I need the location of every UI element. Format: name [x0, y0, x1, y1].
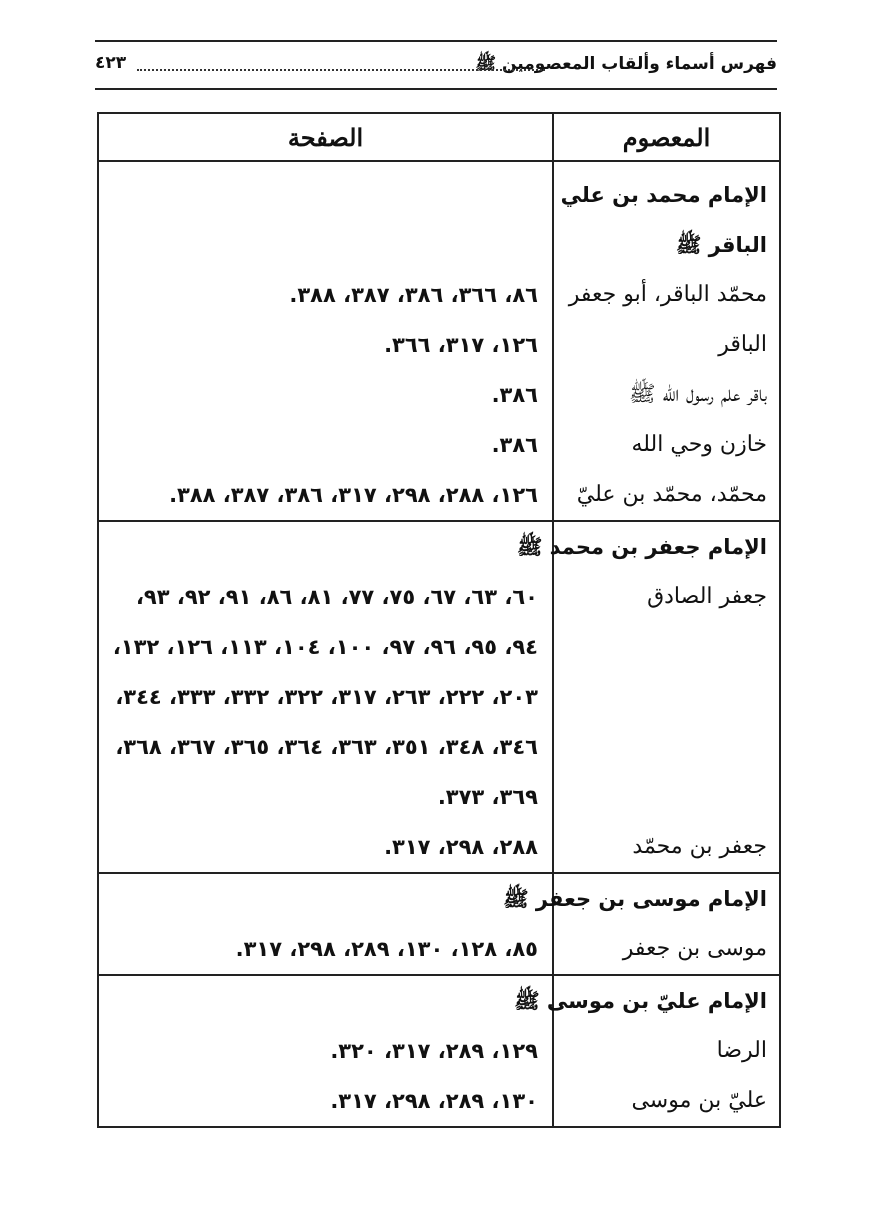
entry-name: جعفر الصادق [647, 584, 767, 609]
entry-pages: ٣٨٦. [491, 383, 538, 407]
table-group [98, 521, 780, 873]
running-title: فهرس أسماء وألقاب المعصومين ﷺ [475, 54, 777, 74]
pages-cell [98, 873, 553, 975]
names-cell [514, 975, 780, 1127]
entry-pages: ١٣٠، ٢٨٩، ٢٩٨، ٣١٧. [330, 1089, 538, 1113]
column-header-pages: الصفحة [98, 113, 553, 161]
names-cell [516, 521, 780, 873]
table-group [98, 161, 780, 521]
entry-pages: ٣٤٦، ٣٤٨، ٣٥١، ٣٦٣، ٣٦٤، ٣٦٥، ٣٦٧، ٣٦٨، [115, 735, 538, 759]
entry-name: الباقر [718, 332, 767, 357]
dot-leader [137, 69, 545, 71]
entry-pages: ٢٨٨، ٢٩٨، ٣١٧. [384, 835, 538, 859]
entry-pages: ٣٨٦. [491, 433, 538, 457]
imam-heading: الإمام جعفر بن محمد ﷺ [516, 535, 767, 559]
entry-name: محمّد الباقر، أبو جعفر [568, 282, 767, 307]
entry-name: محمّد، محمّد بن عليّ [576, 482, 767, 507]
entry-name: عليّ بن موسى [631, 1088, 767, 1113]
entry-pages: ٣٦٩، ٣٧٣. [437, 785, 538, 809]
entry-name: الرضا [716, 1038, 767, 1063]
names-cell [503, 873, 780, 975]
index-table [97, 112, 781, 1128]
imam-heading: الإمام موسى بن جعفر ﷺ [503, 887, 767, 911]
entry-pages: ٦٠، ٦٣، ٦٧، ٧٥، ٧٧، ٨١، ٨٦، ٩١، ٩٢، ٩٣، [135, 585, 538, 609]
entry-name: جعفر بن محمّد [632, 834, 767, 859]
column-header-name: المعصوم [553, 113, 780, 161]
entry-pages: ١٢٦، ٢٨٨، ٢٩٨، ٣١٧، ٣٨٦، ٣٨٧، ٣٨٨. [169, 483, 538, 507]
entry-name: موسى بن جعفر [622, 936, 767, 961]
entry-pages: ٨٥، ١٢٨، ١٣٠، ٢٨٩، ٢٩٨، ٣١٧. [235, 937, 538, 961]
names-cell [553, 161, 780, 521]
entry-pages: ٨٦، ٣٦٦، ٣٨٦، ٣٨٧، ٣٨٨. [289, 283, 538, 307]
entry-pages: ١٢٩، ٢٨٩، ٣١٧، ٣٢٠. [330, 1039, 538, 1063]
entry-name: خازن وحي الله [631, 432, 767, 457]
entry-pages: ١٢٦، ٣١٧، ٣٦٦. [384, 333, 538, 357]
entry-pages: ٢٠٣، ٢٢٢، ٢٦٣، ٣١٧، ٣٢٢، ٣٣٢، ٣٣٣، ٣٤٤، [115, 685, 538, 709]
page-number: ٤٢٣ [95, 53, 127, 73]
table-group [98, 975, 780, 1127]
entry-name: باقر علم رسول الله ﷺ [629, 382, 767, 407]
imam-heading: الإمام محمد بن علي [560, 183, 767, 207]
imam-heading: الباقر ﷺ [675, 233, 767, 257]
table-header-row [98, 113, 780, 161]
table-group [98, 873, 780, 975]
pages-cell [98, 521, 553, 873]
page-header [95, 40, 777, 90]
entry-pages: ٩٤، ٩٥، ٩٦، ٩٧، ١٠٠، ١٠٤، ١١٣، ١٢٦، ١٣٢، [112, 635, 538, 659]
imam-heading: الإمام عليّ بن موسى ﷺ [514, 989, 767, 1013]
pages-cell [98, 975, 553, 1127]
pages-cell [98, 161, 553, 521]
